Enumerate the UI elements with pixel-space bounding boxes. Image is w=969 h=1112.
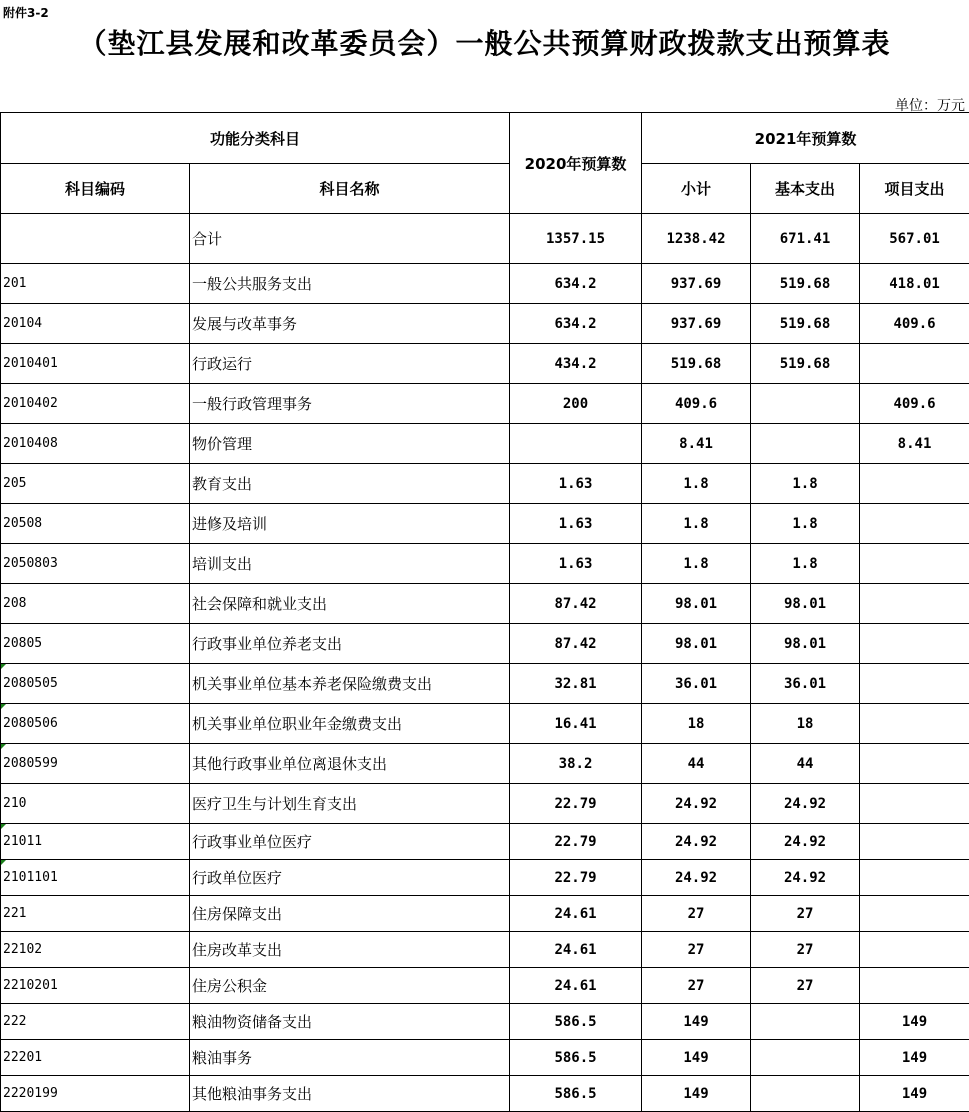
table-row [1,824,969,860]
row-name: 物价管理 [190,424,510,464]
row-subtotal: 1.8 [642,464,751,504]
table-row [1,744,969,784]
row-subtotal: 1.8 [642,504,751,544]
row-code [1,664,190,704]
row-project: 149 [860,1004,969,1040]
row-project [860,784,969,824]
table-row [1,932,969,968]
row-project [860,968,969,1004]
row-subtotal: 149 [642,1040,751,1076]
row-basic: 519.68 [751,304,860,344]
row-2020: 24.61 [510,932,642,968]
row-subtotal: 149 [642,1004,751,1040]
row-subtotal: 937.69 [642,264,751,304]
row-subtotal: 27 [642,896,751,932]
row-2020: 1357.15 [510,214,642,264]
row-code: 20104 [1,304,190,344]
row-project [860,344,969,384]
functional-category-header: 功能分类科目 [1,113,510,164]
row-subtotal: 36.01 [642,664,751,704]
project-header: 项目支出 [860,164,969,214]
table-row [1,544,969,584]
attachment-label: 附件3-2 [3,4,49,21]
row-basic: 98.01 [751,584,860,624]
row-name: 机关事业单位职业年金缴费支出 [190,704,510,744]
row-name: 发展与改革事务 [190,304,510,344]
row-2020: 1.63 [510,544,642,584]
row-project: 149 [860,1040,969,1076]
row-2020: 586.5 [510,1040,642,1076]
basic-header: 基本支出 [751,164,860,214]
row-name: 住房公积金 [190,968,510,1004]
row-code: 2210201 [1,968,190,1004]
row-code: 2010408 [1,424,190,464]
row-basic: 27 [751,896,860,932]
row-subtotal: 937.69 [642,304,751,344]
row-name: 合计 [190,214,510,264]
row-basic: 27 [751,968,860,1004]
row-project: 409.6 [860,384,969,424]
row-name: 粮油事务 [190,1040,510,1076]
row-code [1,860,190,896]
row-basic [751,1004,860,1040]
row-2020: 22.79 [510,860,642,896]
row-basic [751,1076,860,1112]
row-project: 418.01 [860,264,969,304]
row-project: 567.01 [860,214,969,264]
row-subtotal: 24.92 [642,860,751,896]
row-subtotal: 98.01 [642,584,751,624]
row-subtotal: 44 [642,744,751,784]
row-basic: 24.92 [751,824,860,860]
row-code [1,214,190,264]
row-subtotal: 18 [642,704,751,744]
table-row [1,214,969,264]
row-subtotal: 98.01 [642,624,751,664]
row-project [860,860,969,896]
row-code: 2010402 [1,384,190,424]
table-row [1,968,969,1004]
row-subtotal: 409.6 [642,384,751,424]
row-basic [751,424,860,464]
table-row [1,264,969,304]
row-2020: 434.2 [510,344,642,384]
header-row-1 [1,113,969,164]
row-code [1,824,190,860]
row-basic: 24.92 [751,784,860,824]
row-2020: 200 [510,384,642,424]
row-name: 行政运行 [190,344,510,384]
row-code: 221 [1,896,190,932]
cell-marker-icon [1,704,6,709]
row-2020: 24.61 [510,968,642,1004]
row-project [860,464,969,504]
row-code-text: 21011 [3,834,42,849]
row-code-text: 2080599 [3,756,58,771]
budget-table [0,112,969,1112]
row-subtotal: 1238.42 [642,214,751,264]
budget-2020-header: 2020年预算数 [510,113,642,214]
row-code: 2220199 [1,1076,190,1112]
budget-2021-header: 2021年预算数 [642,113,969,164]
row-2020: 38.2 [510,744,642,784]
row-project [860,932,969,968]
row-name: 行政单位医疗 [190,860,510,896]
row-code-text: 2101101 [3,870,58,885]
row-code: 2050803 [1,544,190,584]
row-code: 208 [1,584,190,624]
row-name: 其他粮油事务支出 [190,1076,510,1112]
row-code-text: 2080505 [3,676,58,691]
subtotal-header: 小计 [642,164,751,214]
row-code-text: 2080506 [3,716,58,731]
row-basic: 36.01 [751,664,860,704]
row-code [1,704,190,744]
row-basic: 1.8 [751,504,860,544]
row-2020: 22.79 [510,824,642,860]
table-row [1,624,969,664]
row-2020: 634.2 [510,264,642,304]
header-row-2 [1,164,969,214]
row-name: 行政事业单位医疗 [190,824,510,860]
row-2020: 22.79 [510,784,642,824]
row-project [860,744,969,784]
row-name: 医疗卫生与计划生育支出 [190,784,510,824]
name-header: 科目名称 [190,164,510,214]
table-row [1,896,969,932]
row-project [860,664,969,704]
row-subtotal: 1.8 [642,544,751,584]
table-row [1,384,969,424]
row-code: 201 [1,264,190,304]
row-code: 222 [1,1004,190,1040]
row-2020: 32.81 [510,664,642,704]
row-2020: 16.41 [510,704,642,744]
table-row [1,424,969,464]
row-basic: 44 [751,744,860,784]
row-subtotal: 8.41 [642,424,751,464]
cell-marker-icon [1,664,6,669]
table-row [1,860,969,896]
row-code: 205 [1,464,190,504]
row-name: 行政事业单位养老支出 [190,624,510,664]
row-name: 粮油物资储备支出 [190,1004,510,1040]
row-2020: 1.63 [510,504,642,544]
row-2020: 634.2 [510,304,642,344]
row-basic [751,1040,860,1076]
row-2020: 586.5 [510,1076,642,1112]
row-project [860,504,969,544]
row-2020: 87.42 [510,584,642,624]
row-basic: 519.68 [751,264,860,304]
row-code: 22102 [1,932,190,968]
table-row [1,584,969,624]
cell-marker-icon [1,824,6,829]
row-2020 [510,424,642,464]
table-row [1,464,969,504]
row-project [860,544,969,584]
row-code: 22201 [1,1040,190,1076]
table-row [1,1076,969,1112]
row-2020: 586.5 [510,1004,642,1040]
row-name: 社会保障和就业支出 [190,584,510,624]
cell-marker-icon [1,860,6,865]
row-project [860,824,969,860]
row-name: 进修及培训 [190,504,510,544]
row-name: 机关事业单位基本养老保险缴费支出 [190,664,510,704]
page-title: （垫江县发展和改革委员会）一般公共预算财政拨款支出预算表 [0,22,969,62]
row-basic: 18 [751,704,860,744]
row-project: 409.6 [860,304,969,344]
row-name: 其他行政事业单位离退休支出 [190,744,510,784]
row-name: 教育支出 [190,464,510,504]
row-basic: 98.01 [751,624,860,664]
row-basic: 519.68 [751,344,860,384]
row-project: 149 [860,1076,969,1112]
row-project [860,624,969,664]
row-code: 210 [1,784,190,824]
table-row [1,664,969,704]
row-project [860,584,969,624]
unit-label: 单位：万元 [895,95,965,115]
row-name: 住房改革支出 [190,932,510,968]
row-basic: 1.8 [751,464,860,504]
row-subtotal: 149 [642,1076,751,1112]
row-code: 20508 [1,504,190,544]
row-code [1,744,190,784]
row-subtotal: 24.92 [642,824,751,860]
row-code: 2010401 [1,344,190,384]
table-row [1,704,969,744]
table-row [1,504,969,544]
table-row [1,304,969,344]
code-header: 科目编码 [1,164,190,214]
row-project: 8.41 [860,424,969,464]
row-name: 一般行政管理事务 [190,384,510,424]
row-2020: 24.61 [510,896,642,932]
row-name: 一般公共服务支出 [190,264,510,304]
row-basic: 27 [751,932,860,968]
row-project [860,896,969,932]
row-code: 20805 [1,624,190,664]
table-row [1,1040,969,1076]
table-row [1,344,969,384]
row-subtotal: 24.92 [642,784,751,824]
row-subtotal: 27 [642,932,751,968]
table-row [1,784,969,824]
row-basic: 1.8 [751,544,860,584]
row-2020: 1.63 [510,464,642,504]
row-basic [751,384,860,424]
row-subtotal: 519.68 [642,344,751,384]
row-2020: 87.42 [510,624,642,664]
cell-marker-icon [1,744,6,749]
row-basic: 24.92 [751,860,860,896]
row-basic: 671.41 [751,214,860,264]
row-project [860,704,969,744]
row-name: 培训支出 [190,544,510,584]
row-subtotal: 27 [642,968,751,1004]
row-name: 住房保障支出 [190,896,510,932]
table-row [1,1004,969,1040]
